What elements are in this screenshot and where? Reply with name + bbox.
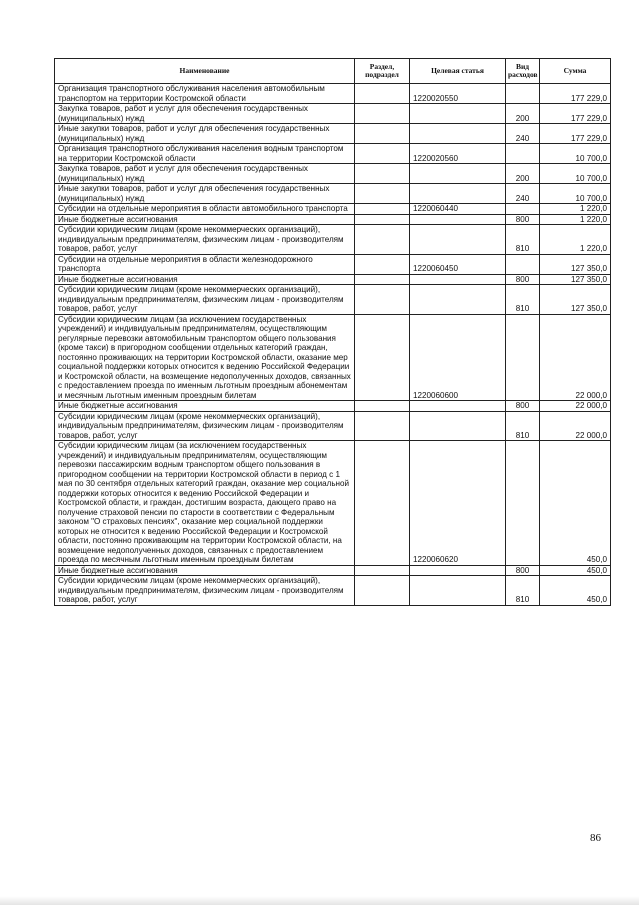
cell-name: Субсидии юридическим лицам (за исключением государственных учреждений) и индивидуальным предпринимателям, осуществляющим регулярные перевозки автомобильным транспортом общего пользования (кроме такси) в пригородном сообщении отдельных категорий граждан, постоянно проживающих на территории Костромской области, оказание мер социальной поддержки которых относится к ведению Российской Федерации и Костромской области, на возмещение недополученных доходов, связанных с предоставлением проезда по именным льготным проездным абонементам и месячным льготным именным проездным билетам xyxy=(55,314,355,401)
cell-name: Иные закупки товаров, работ и услуг для обеспечения государственных (муниципальных) нужд xyxy=(55,184,355,204)
table-row xyxy=(55,314,611,401)
cell-sum: 1 220,0 xyxy=(540,225,611,255)
table-row xyxy=(55,144,611,164)
cell-section xyxy=(355,214,410,225)
cell-section xyxy=(355,565,410,576)
cell-name: Субсидии юридическим лицам (кроме некоммерческих организаций), индивидуальным предпринимателям, физическим лицам - производителям товаров, работ, услуг xyxy=(55,285,355,315)
table-row xyxy=(55,84,611,104)
table-header-row xyxy=(55,59,611,84)
table-row xyxy=(55,164,611,184)
header-sum: Сумма xyxy=(540,59,611,84)
table-row xyxy=(55,254,611,274)
cell-sum: 177 229,0 xyxy=(540,104,611,124)
cell-article: 1220060440 xyxy=(410,204,506,215)
cell-article xyxy=(410,565,506,576)
cell-name: Организация транспортного обслуживания населения автомобильным транспортом на территории Костромской области xyxy=(55,84,355,104)
cell-name: Иные бюджетные ассигнования xyxy=(55,214,355,225)
cell-article xyxy=(410,104,506,124)
cell-type: 240 xyxy=(506,124,540,144)
cell-sum: 450,0 xyxy=(540,565,611,576)
cell-name: Иные бюджетные ассигнования xyxy=(55,401,355,412)
cell-type xyxy=(506,314,540,401)
cell-sum: 450,0 xyxy=(540,576,611,606)
cell-sum: 450,0 xyxy=(540,441,611,566)
table-row xyxy=(55,401,611,412)
header-type: Вид расходов xyxy=(506,59,540,84)
cell-type: 200 xyxy=(506,164,540,184)
table-row xyxy=(55,274,611,285)
cell-type xyxy=(506,441,540,566)
budget-table xyxy=(54,58,611,606)
cell-name: Иные бюджетные ассигнования xyxy=(55,565,355,576)
cell-name: Субсидии на отдельные мероприятия в области автомобильного транспорта xyxy=(55,204,355,215)
cell-article xyxy=(410,274,506,285)
header-name: Наименование xyxy=(55,59,355,84)
cell-name: Иные бюджетные ассигнования xyxy=(55,274,355,285)
table-row xyxy=(55,576,611,606)
cell-type: 200 xyxy=(506,104,540,124)
cell-article: 1220060450 xyxy=(410,254,506,274)
cell-type: 810 xyxy=(506,411,540,441)
header-section: Раздел, подраздел xyxy=(355,59,410,84)
cell-section xyxy=(355,285,410,315)
cell-section xyxy=(355,104,410,124)
table-row xyxy=(55,411,611,441)
cell-section xyxy=(355,411,410,441)
header-article: Целевая статья xyxy=(410,59,506,84)
cell-section xyxy=(355,144,410,164)
cell-type xyxy=(506,204,540,215)
cell-section xyxy=(355,84,410,104)
table-row xyxy=(55,441,611,566)
cell-article: 1220020550 xyxy=(410,84,506,104)
cell-article: 1220060600 xyxy=(410,314,506,401)
cell-sum: 177 229,0 xyxy=(540,84,611,104)
cell-article xyxy=(410,285,506,315)
page-number: 86 xyxy=(590,832,601,844)
cell-article xyxy=(410,401,506,412)
table-row xyxy=(55,124,611,144)
cell-name: Субсидии юридическим лицам (кроме некоммерческих организаций), индивидуальным предпринимателям, физическим лицам - производителям товаров, работ, услуг xyxy=(55,411,355,441)
cell-section xyxy=(355,164,410,184)
scan-edge xyxy=(0,896,639,905)
cell-section xyxy=(355,401,410,412)
cell-type: 800 xyxy=(506,401,540,412)
cell-article: 1220060620 xyxy=(410,441,506,566)
cell-sum: 127 350,0 xyxy=(540,274,611,285)
cell-section xyxy=(355,225,410,255)
cell-section xyxy=(355,254,410,274)
table-row xyxy=(55,204,611,215)
cell-section xyxy=(355,441,410,566)
cell-article xyxy=(410,576,506,606)
table-row xyxy=(55,184,611,204)
cell-name: Иные закупки товаров, работ и услуг для обеспечения государственных (муниципальных) нужд xyxy=(55,124,355,144)
cell-type xyxy=(506,144,540,164)
cell-sum: 22 000,0 xyxy=(540,401,611,412)
cell-sum: 10 700,0 xyxy=(540,144,611,164)
cell-article xyxy=(410,214,506,225)
cell-name: Субсидии на отдельные мероприятия в области железнодорожного транспорта xyxy=(55,254,355,274)
cell-sum: 1 220,0 xyxy=(540,204,611,215)
cell-name: Субсидии юридическим лицам (за исключением государственных учреждений) и индивидуальным предпринимателям, осуществляющим перевозки пассажирским водным транспортом общего пользования в пригородном сообщении на территории Костромской области в период с 1 мая по 30 сентября отдельных категорий граждан, оказание мер социальной поддержки которых относится к ведению Российской Федерации и Костромской области, и граждан, достигшим возраста, дающего право на получение страховой пенсии по старости в соответствии с Федеральным законом "О страховых пенсиях", оказание мер социальной поддержки которых не относится к ведению Российской Федерации и Костромской области, постоянно проживающим на территории Костромской области, на возмещение недополученных доходов, связанных с предоставлением проезда по месячным льготным именным проездным билетам xyxy=(55,441,355,566)
cell-type: 810 xyxy=(506,285,540,315)
table-row xyxy=(55,214,611,225)
table-row xyxy=(55,104,611,124)
cell-article xyxy=(410,124,506,144)
cell-type xyxy=(506,84,540,104)
cell-name: Закупка товаров, работ и услуг для обеспечения государственных (муниципальных) нужд xyxy=(55,104,355,124)
cell-section xyxy=(355,124,410,144)
cell-name: Субсидии юридическим лицам (кроме некоммерческих организаций), индивидуальным предпринимателям, физическим лицам - производителям товаров, работ, услуг xyxy=(55,576,355,606)
cell-type: 240 xyxy=(506,184,540,204)
cell-section xyxy=(355,314,410,401)
cell-sum: 22 000,0 xyxy=(540,411,611,441)
cell-type: 800 xyxy=(506,274,540,285)
cell-sum: 1 220,0 xyxy=(540,214,611,225)
cell-type: 810 xyxy=(506,225,540,255)
cell-section xyxy=(355,274,410,285)
cell-sum: 127 350,0 xyxy=(540,285,611,315)
cell-sum: 10 700,0 xyxy=(540,184,611,204)
table-row xyxy=(55,565,611,576)
cell-name: Закупка товаров, работ и услуг для обеспечения государственных (муниципальных) нужд xyxy=(55,164,355,184)
cell-sum: 22 000,0 xyxy=(540,314,611,401)
cell-sum: 127 350,0 xyxy=(540,254,611,274)
cell-article xyxy=(410,164,506,184)
cell-article: 1220020560 xyxy=(410,144,506,164)
cell-type xyxy=(506,254,540,274)
cell-type: 800 xyxy=(506,214,540,225)
cell-section xyxy=(355,184,410,204)
table-row xyxy=(55,225,611,255)
cell-section xyxy=(355,204,410,215)
table-row xyxy=(55,285,611,315)
cell-type: 810 xyxy=(506,576,540,606)
cell-section xyxy=(355,576,410,606)
cell-name: Субсидии юридическим лицам (кроме некоммерческих организаций), индивидуальным предпринимателям, физическим лицам - производителям товаров, работ, услуг xyxy=(55,225,355,255)
cell-sum: 10 700,0 xyxy=(540,164,611,184)
cell-article xyxy=(410,184,506,204)
cell-name: Организация транспортного обслуживания населения водным транспортом на территории Костромской области xyxy=(55,144,355,164)
cell-article xyxy=(410,225,506,255)
cell-type: 800 xyxy=(506,565,540,576)
cell-article xyxy=(410,411,506,441)
cell-sum: 177 229,0 xyxy=(540,124,611,144)
